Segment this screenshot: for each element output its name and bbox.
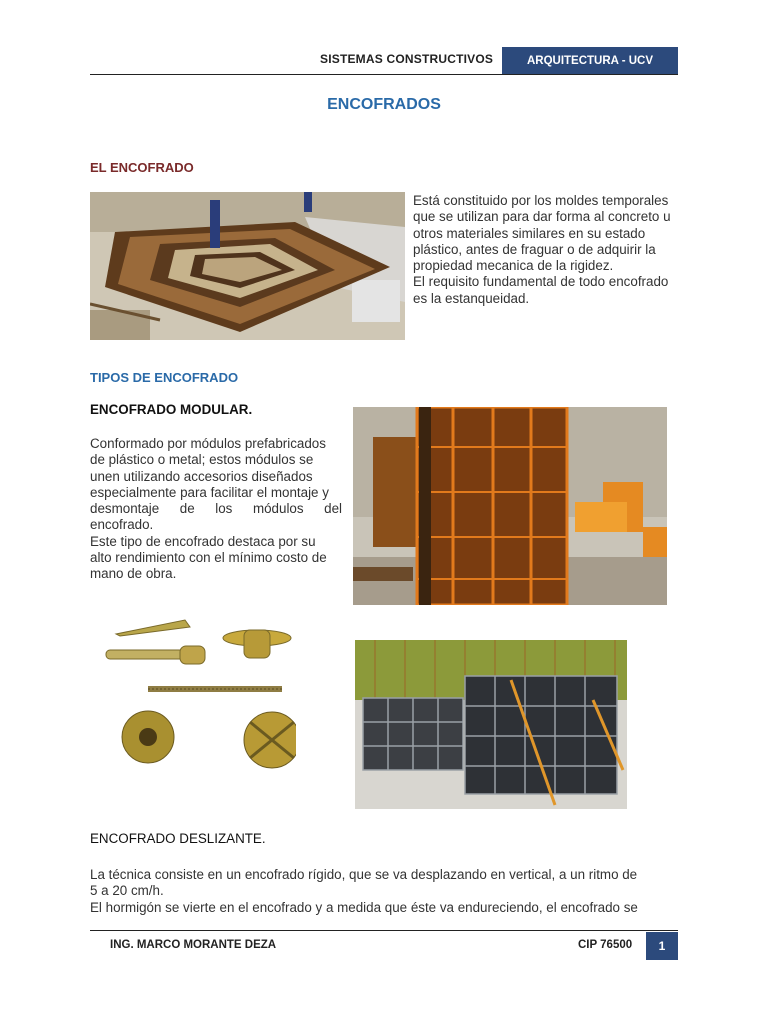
- modular-line: alto rendimiento con el mínimo costo de: [90, 550, 327, 566]
- encofrado-definition: [413, 193, 678, 307]
- footer-cip: CIP 76500: [578, 939, 633, 951]
- encofrado-line: plástico, antes de fraguar o de adquirir la: [413, 241, 656, 257]
- deslizante-line: La técnica consiste en un encofrado rígido, que se va desplazando en vertical, a un ritmo de: [90, 867, 638, 882]
- encofrado-line: es la estanqueidad.: [413, 290, 530, 306]
- section-heading-tipos: TIPOS DE ENCOFRADO: [90, 370, 239, 385]
- section-heading-el-encofrado: EL ENCOFRADO: [90, 160, 194, 175]
- photo-modular-panels-site: [355, 640, 627, 809]
- document-title: ENCOFRADOS: [327, 96, 441, 113]
- encofrado-line: Está constituido por los moldes temporales: [413, 193, 669, 208]
- modular-line: de plástico o metal; estos módulos se: [90, 452, 314, 468]
- deslizante-line: El hormigón se vierte en el encofrado y a medida que éste va endureciendo, el encofrado se: [90, 899, 638, 915]
- modular-line: encofrado.: [90, 517, 154, 533]
- photo-formwork-accessories: [100, 612, 296, 782]
- deslizante-line: 5 a 20 cm/h.: [90, 883, 164, 899]
- subheading-encofrado-deslizante: ENCOFRADO DESLIZANTE.: [90, 831, 266, 846]
- modular-line: especialmente para facilitar el montaje y: [90, 484, 329, 500]
- modular-description: [90, 436, 342, 583]
- footer-page-badge: [646, 932, 678, 960]
- modular-line: desmontaje de los módulos del: [90, 501, 342, 517]
- encofrado-line: que se utilizan para dar forma al concreto u: [413, 209, 671, 225]
- header-divider: [90, 74, 678, 75]
- deslizante-description: [90, 867, 682, 916]
- modular-line: Este tipo de encofrado destaca por su: [90, 533, 316, 549]
- page-number: 1: [658, 939, 666, 953]
- encofrado-line: propiedad mecanica de la rigidez.: [413, 258, 614, 274]
- encofrado-line: otros materiales similares en su estado: [413, 225, 646, 241]
- modular-line: mano de obra.: [90, 566, 177, 582]
- photo-foundation-formwork: [90, 192, 405, 340]
- photo-modular-formwork-wall: [353, 407, 667, 605]
- header-school-label: ARQUITECTURA - UCV: [526, 54, 654, 67]
- header-course-title: SISTEMAS CONSTRUCTIVOS: [320, 52, 494, 66]
- subheading-encofrado-modular: ENCOFRADO MODULAR.: [90, 402, 253, 417]
- encofrado-line: El requisito fundamental de todo encofrado: [413, 274, 669, 290]
- modular-line: Conformado por módulos prefabricados: [90, 436, 326, 451]
- footer-divider: [90, 930, 678, 931]
- header-school-badge: [502, 47, 678, 74]
- modular-line: unen utilizando accesorios diseñados: [90, 468, 313, 484]
- footer-author: ING. MARCO MORANTE DEZA: [110, 939, 277, 951]
